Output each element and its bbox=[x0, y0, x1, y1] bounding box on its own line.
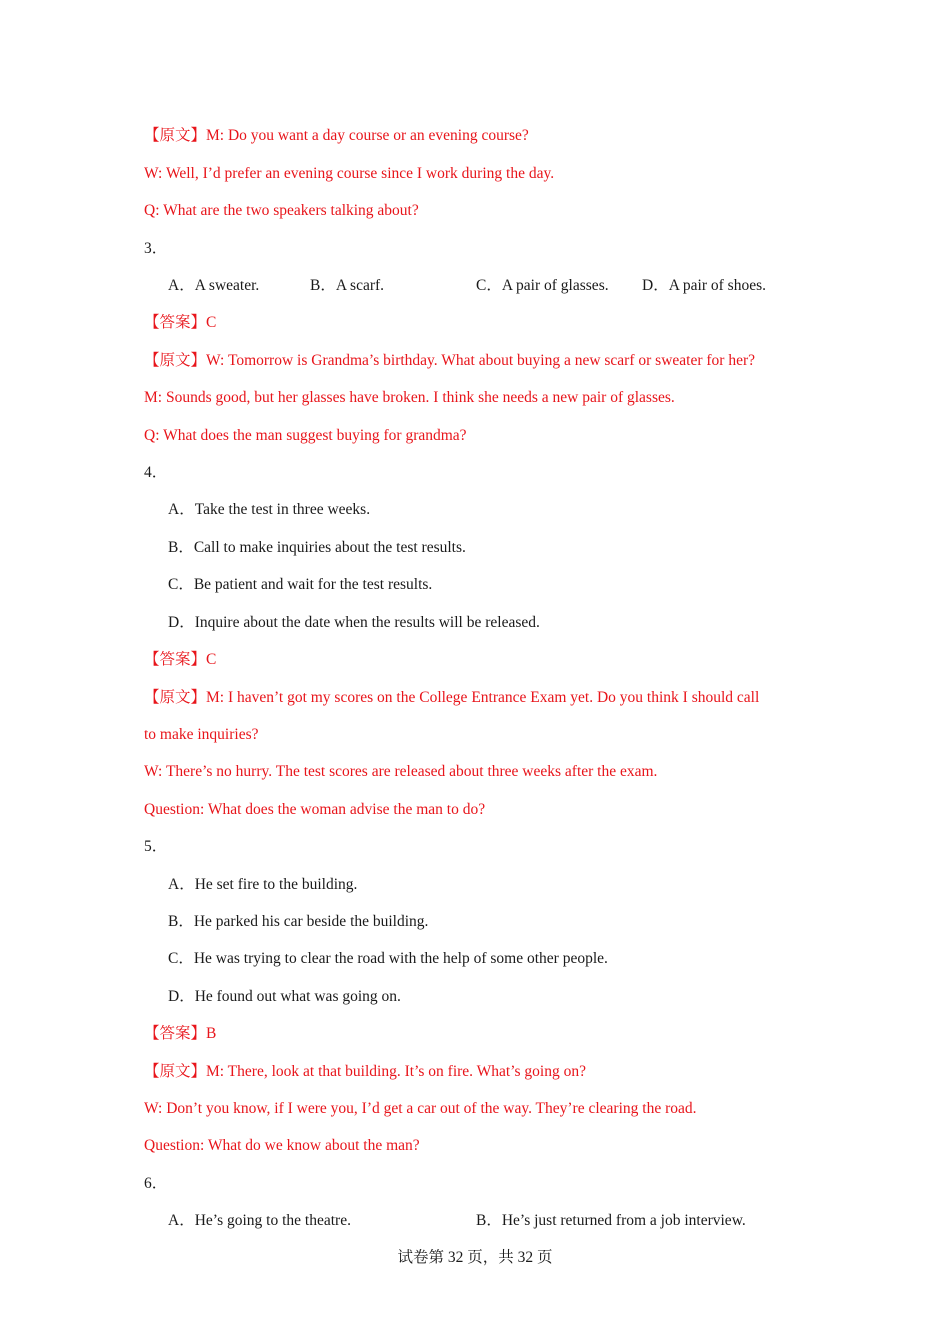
transcript-line: 【原文】W: Tomorrow is Grandma’s birthday. What about buying a new scarf or sweater for her? bbox=[144, 352, 755, 369]
answer-label: 【答案】C bbox=[144, 314, 217, 331]
transcript-line: 【原文】M: Do you want a day course or an evening course? bbox=[144, 127, 529, 144]
option-a: A．A sweater. bbox=[168, 277, 260, 294]
option-c: C．Be patient and wait for the test results. bbox=[168, 576, 433, 593]
transcript-line: W: Well, I’d prefer an evening course since I work during the day. bbox=[144, 165, 555, 182]
transcript-line: Question: What does the woman advise the man to do? bbox=[144, 801, 486, 818]
question-number: 3． bbox=[144, 240, 168, 257]
option-a: A．Take the test in three weeks. bbox=[168, 501, 371, 518]
transcript-line: to make inquiries? bbox=[144, 726, 259, 743]
option-a: A．He’s going to the theatre. bbox=[168, 1212, 351, 1229]
transcript-line: W: There’s no hurry. The test scores are released about three weeks after the exam. bbox=[144, 763, 658, 780]
transcript-line: Q: What does the man suggest buying for grandma? bbox=[144, 427, 467, 444]
option-b: B．A scarf. bbox=[310, 277, 385, 294]
question-number: 4． bbox=[144, 464, 168, 481]
option-b: B．Call to make inquiries about the test results. bbox=[168, 539, 466, 556]
transcript-line: Q: What are the two speakers talking about? bbox=[144, 202, 419, 219]
option-a: A．He set fire to the building. bbox=[168, 876, 358, 893]
option-c: C．He was trying to clear the road with the help of some other people. bbox=[168, 950, 608, 967]
transcript-line: 【原文】M: There, look at that building. It’s on fire. What’s going on? bbox=[144, 1063, 586, 1080]
option-d: D．Inquire about the date when the results will be released. bbox=[168, 614, 540, 631]
option-c: C．A pair of glasses. bbox=[476, 277, 609, 294]
question-number: 5． bbox=[144, 838, 168, 855]
answer-label: 【答案】C bbox=[144, 651, 217, 668]
page-footer: 试卷第 32 页，共 32 页 bbox=[397, 1249, 553, 1266]
option-d: D．A pair of shoes. bbox=[642, 277, 766, 294]
transcript-line: Question: What do we know about the man? bbox=[144, 1137, 420, 1154]
option-b: B．He parked his car beside the building. bbox=[168, 913, 429, 930]
question-number: 6． bbox=[144, 1175, 168, 1192]
option-d: D．He found out what was going on. bbox=[168, 988, 401, 1005]
transcript-line: W: Don’t you know, if I were you, I’d get a car out of the way. They’re clearing the road. bbox=[144, 1100, 697, 1117]
option-b: B．He’s just returned from a job interview. bbox=[476, 1212, 746, 1229]
transcript-line: M: Sounds good, but her glasses have broken. I think she needs a new pair of glasses. bbox=[144, 389, 675, 406]
answer-label: 【答案】B bbox=[144, 1025, 217, 1042]
transcript-line: 【原文】M: I haven’t got my scores on the College Entrance Exam yet. Do you think I should call bbox=[144, 689, 760, 706]
